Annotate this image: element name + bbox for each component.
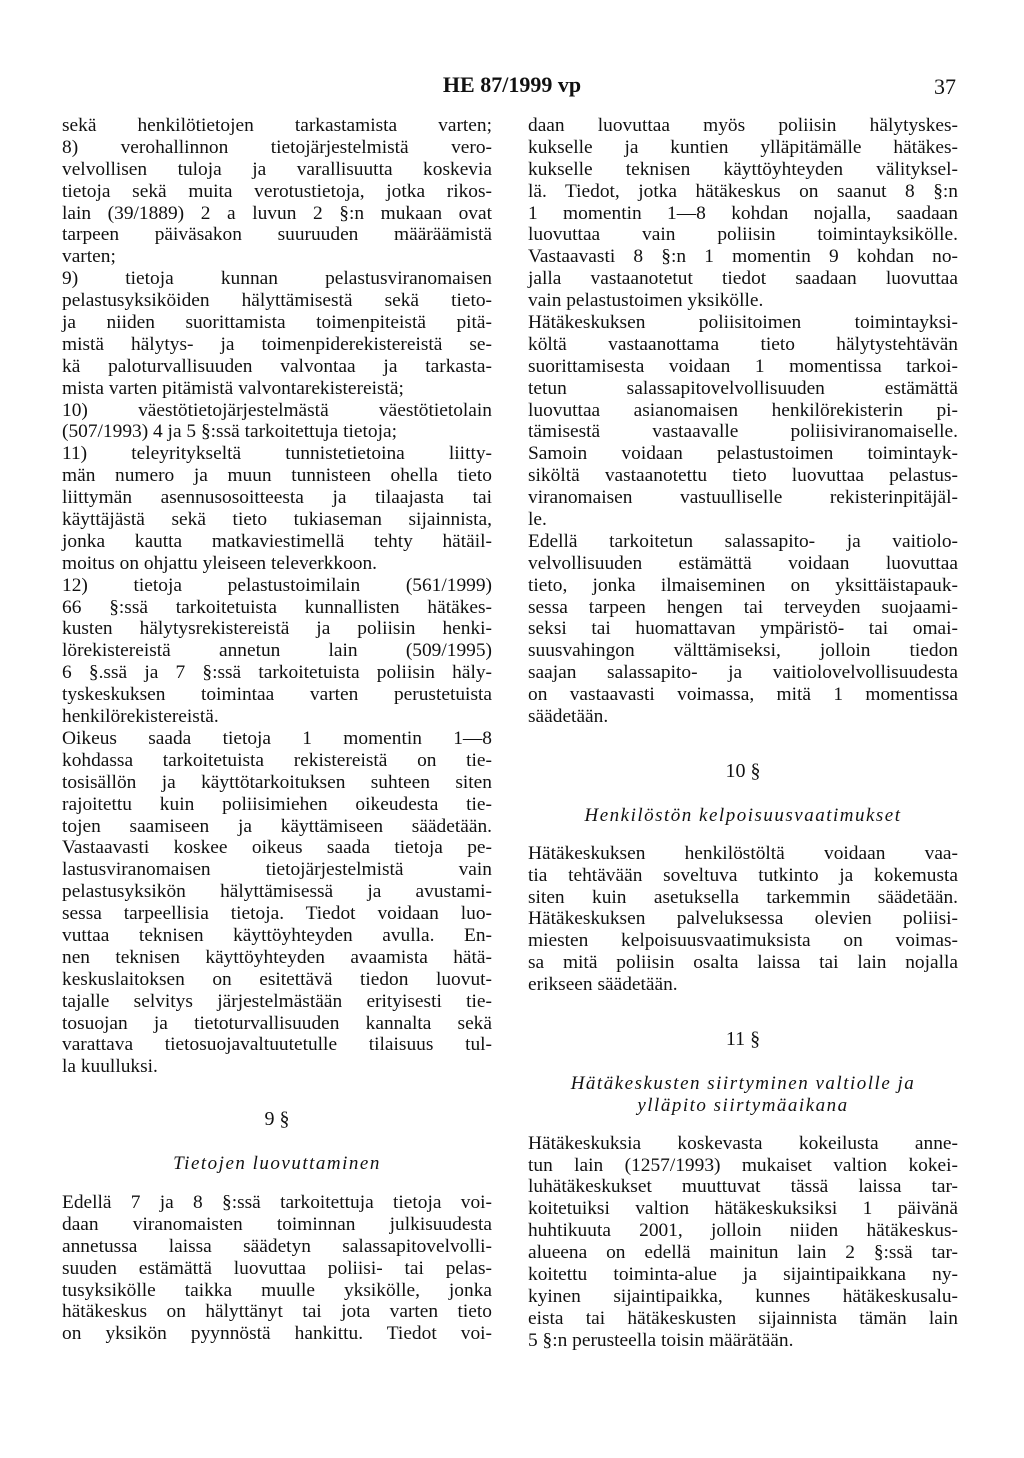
text-line: Edellä tarkoitetun salassapito- ja vaitiolo- [528, 530, 958, 552]
text-line: suusvahingon välttämiseksi, jolloin tiedon [528, 640, 958, 662]
text-line: tyskeskuksen toimintaa varten perustetuista [62, 684, 492, 706]
text-line: sa mitä poliisin osalta laissa tai lain nojalla [528, 952, 958, 974]
text-line: luovuttaa asianomaisen henkilörekisterin pi- [528, 399, 958, 421]
text-line: 66 §:ssä tarkoitetuista kunnallisten hätäkes- [62, 596, 492, 618]
text-line: kohdassa tarkoitetuista rekistereistä on tie- [62, 749, 492, 771]
section-title: Henkilöstön kelpoisuusvaatimukset [584, 804, 902, 826]
text-line: velvollisen tuloja ja varallisuutta koskevia [62, 158, 492, 180]
text-line: hätäkeskus on hälyttänyt tai jota varten tieto [62, 1301, 492, 1323]
text-line: vuttaa teknisen käyttöyhteyden avulla. En- [62, 924, 492, 946]
spacer [62, 1175, 492, 1192]
text-line: tosuojan ja tietoturvallisuuden kannalta sekä [62, 1012, 492, 1034]
paragraph [62, 575, 492, 728]
paragraph [528, 843, 958, 996]
text-line: kusten hälytysrekistereistä ja poliisin henki- [62, 618, 492, 640]
text-line: lä. Tiedot, jotka hätäkeskus on saanut 8 §:n [528, 180, 958, 202]
text-line: luovuttaa vain poliisin toimintayksikölle. [528, 224, 958, 246]
text-line: tietoja sekä muita verotustietoja, jotka rikos- [62, 180, 492, 202]
paragraph [62, 268, 492, 399]
text-line: ja niiden suorittamista toimenpiteistä pitä- [62, 312, 492, 334]
section-number: 9 § [264, 1108, 290, 1131]
text-line: jalla vastaanotetut tiedot saadaan luovuttaa [528, 268, 958, 290]
text-line: lastusviranomaisen tietojärjestelmistä vain [62, 859, 492, 881]
text-line: kukselle ja kuntien ylläpitämälle hätäkes- [528, 136, 958, 158]
text-line: henkilörekistereistä. [62, 706, 219, 728]
paragraph [62, 400, 492, 444]
text-line: seksi tai huomattavan ympäristö- tai omai- [528, 618, 958, 640]
text-line: Samoin voidaan pelastustoimen toimintayk- [528, 443, 958, 465]
text-line: mista varten pitämistä valvontarekistereistä; [62, 377, 404, 399]
text-line: suuden estämättä luovuttaa poliisi- tai pelas- [62, 1257, 492, 1279]
paragraph [62, 1192, 492, 1345]
text-line: miesten kelpoisuusvaatimuksista on voimas- [528, 930, 958, 952]
text-line: 5 §:n perusteella toisin määrätään. [528, 1329, 794, 1351]
text-line: varten; [62, 246, 116, 268]
spacer [528, 827, 958, 843]
spacer [528, 728, 958, 761]
text-line: annetussa laissa säädetyn salassapitovelvolli- [62, 1235, 492, 1257]
text-line: le. [528, 509, 547, 531]
text-line: Hätäkeskuksia koskevasta kokeilusta anne- [528, 1132, 958, 1154]
text-line: 1 momentin 1—8 kohdan nojalla, saadaan [528, 202, 958, 224]
text-line: la kuulluksi. [62, 1056, 158, 1078]
text-line: koitettu toiminta-alue ja sijaintipaikkana ny- [528, 1263, 958, 1285]
text-line: 6 §.ssä ja 7 §:ssä tarkoitetuista poliisin häly- [62, 662, 492, 684]
text-line: pelastusyksiköiden hälyttämisestä sekä tieto- [62, 290, 492, 312]
spacer [528, 783, 958, 805]
text-line: tetun salassapitovelvollisuuden estämättä [528, 377, 958, 399]
page-number: 37 [934, 74, 956, 99]
text-line: lörekistereistä annetun lain (509/1995) [62, 640, 492, 662]
text-line: viranomaisen vastuulliselle rekisterinpitäjäl- [528, 487, 958, 509]
text-line: Vastaavasti koskee oikeus saada tietoja pe- [62, 837, 492, 859]
section-title-line: ylläpito siirtymäaikana [637, 1094, 849, 1116]
text-line: käyttäjästä sekä tieto tukiaseman sijainnista, [62, 509, 492, 531]
paragraph [62, 443, 492, 574]
section-title-line: Hätäkeskusten siirtyminen valtiolle ja [570, 1072, 916, 1094]
document-header: HE 87/1999 vp [442, 72, 582, 97]
text-line: saajan salassapito- ja vaitiolovelvollisuudesta [528, 662, 958, 684]
text-line: eista tai hätäkeskusten sijainnista tämän lain [528, 1307, 958, 1329]
section-title: Tietojen luovuttaminen [173, 1153, 381, 1175]
paragraph [528, 1133, 958, 1352]
text-line: lain (39/1889) 2 a luvun 2 §:n mukaan ovat [62, 202, 492, 224]
text-line: luhätäkeskukset muuttuvat tässä laissa tar- [528, 1176, 958, 1198]
text-line: Oikeus saada tietoja 1 momentin 1—8 [62, 727, 492, 749]
text-line: 9) tietoja kunnan pelastusviranomaisen [62, 268, 492, 290]
text-line: tia tehtävään soveltuva tutkinto ja kokemusta [528, 864, 958, 886]
paragraph [528, 531, 958, 728]
text-line: mistä hälytys- ja toimenpiderekistereistä se- [62, 333, 492, 355]
spacer [528, 996, 958, 1029]
text-line: liittymän asennusosoitteesta ja tilaajasta tai [62, 487, 492, 509]
text-line: suorittamisesta voidaan 1 momentissa tarkoi- [528, 355, 958, 377]
text-line: rajoitettu kuin poliisimiehen oikeudesta tie- [62, 793, 492, 815]
spacer [62, 1131, 492, 1153]
text-line: siten kuin asetuksella tarkemmin säädetään. [528, 886, 958, 908]
text-line: kyinen sijaintipaikka, kunnes hätäkeskusalu- [528, 1285, 958, 1307]
text-line: erikseen säädetään. [528, 974, 678, 996]
text-line: on vastaavasti voimassa, mitä 1 momentissa [528, 684, 958, 706]
text-line: kä paloturvallisuuden valvontaa ja tarkasta- [62, 355, 492, 377]
text-line: Edellä 7 ja 8 §:ssä tarkoitettuja tietoja voi- [62, 1191, 492, 1213]
text-line: huhtikuuta 2001, jolloin niiden hätäkeskus- [528, 1220, 958, 1242]
text-line: pelastusyksikön hälyttämisessä ja avustami- [62, 881, 492, 903]
text-line: 8) verohallinnon tietojärjestelmistä vero- [62, 136, 492, 158]
text-line: sessa tarpeen hengen tai terveyden suojaami- [528, 596, 958, 618]
text-line: moitus on ohjattu yleiseen televerkkoon. [62, 552, 378, 574]
paragraph [62, 728, 492, 1078]
text-line: 12) tietoja pelastustoimilain (561/1999) [62, 574, 492, 596]
text-line: sessa tarpeellisia tietoja. Tiedot voidaan luo- [62, 903, 492, 925]
spacer [62, 1078, 492, 1109]
text-line: Hätäkeskuksen henkilöstöltä voidaan vaa- [528, 842, 958, 864]
text-line: daan luovuttaa myös poliisin hälytyskes- [528, 115, 958, 136]
text-line: säädetään. [528, 706, 609, 728]
text-line: nen teknisen käyttöyhteyden avaamista hätä- [62, 946, 492, 968]
text-line: alueena on edellä mainitun lain 2 §:ssä tar- [528, 1242, 958, 1264]
text-line: tosisällön ja käyttötarkoituksen suhteen siten [62, 771, 492, 793]
spacer [528, 1117, 958, 1133]
section-number: 10 § [725, 759, 761, 782]
text-line: varattava tietosuojavaltuutetulle tilaisuus tul- [62, 1034, 492, 1056]
text-line: män numero ja muun tunnisteen ohella tieto [62, 465, 492, 487]
text-line: kukselle teknisen käyttöyhteyden välityksel- [528, 158, 958, 180]
paragraph [528, 115, 958, 312]
text-line: koitetuiksi valtion hätäkeskuksiksi 1 päivänä [528, 1198, 958, 1220]
text-line: Vastaavasti 8 §:n 1 momentin 9 kohdan no- [528, 246, 958, 268]
text-line: Hätäkeskuksen palveluksessa olevien poliisi- [528, 908, 958, 930]
text-line: tusyksikölle taikka muulle yksikölle, jonka [62, 1279, 492, 1301]
paragraph [62, 115, 492, 268]
text-line: sekä henkilötietojen tarkastamista varten; [62, 115, 492, 136]
right-column [528, 115, 958, 1352]
text-line: tarpeen päiväsakon suuruuden määräämistä [62, 224, 492, 246]
paragraph [528, 312, 958, 531]
text-line: tajalle selvitys järjestelmästään erityisesti tie- [62, 990, 492, 1012]
text-line: tojen saamiseen ja käyttämiseen säädetään. [62, 815, 492, 837]
text-line: (507/1993) 4 ja 5 §:ssä tarkoitettuja tietoja; [62, 421, 397, 443]
text-line: vain pelastustoimen yksikölle. [528, 290, 764, 312]
text-line: siköltä vastaanotettu tieto luovuttaa pelastus- [528, 465, 958, 487]
text-line: jonka kautta matkaviestimellä tehty hätäil- [62, 530, 492, 552]
text-line: 11) teleyritykseltä tunnistetietoina liitty- [62, 443, 492, 465]
text-line: daan viranomaisten toiminnan julkisuudesta [62, 1213, 492, 1235]
spacer [528, 1051, 958, 1073]
text-line: tieto, jonka ilmaiseminen on yksittäistapauk- [528, 574, 958, 596]
text-line: keskuslaitoksen on esitettävä tiedon luovut- [62, 968, 492, 990]
text-line: on yksikön pyynnöstä hankittu. Tiedot voi- [62, 1323, 492, 1345]
left-column [62, 115, 492, 1345]
text-line: Hätäkeskuksen poliisitoimen toimintayksi- [528, 312, 958, 334]
text-line: tämisestä vastaavalle poliisiviranomaiselle. [528, 421, 958, 443]
text-line: tun lain (1257/1993) mukaiset valtion kokei- [528, 1154, 958, 1176]
text-line: költä vastaanottama tieto hälytystehtävän [528, 333, 958, 355]
text-line: velvollisuuden estämättä voidaan luovuttaa [528, 552, 958, 574]
text-line: 10) väestötietojärjestelmästä väestötietolain [62, 399, 492, 421]
section-number: 11 § [725, 1027, 761, 1050]
